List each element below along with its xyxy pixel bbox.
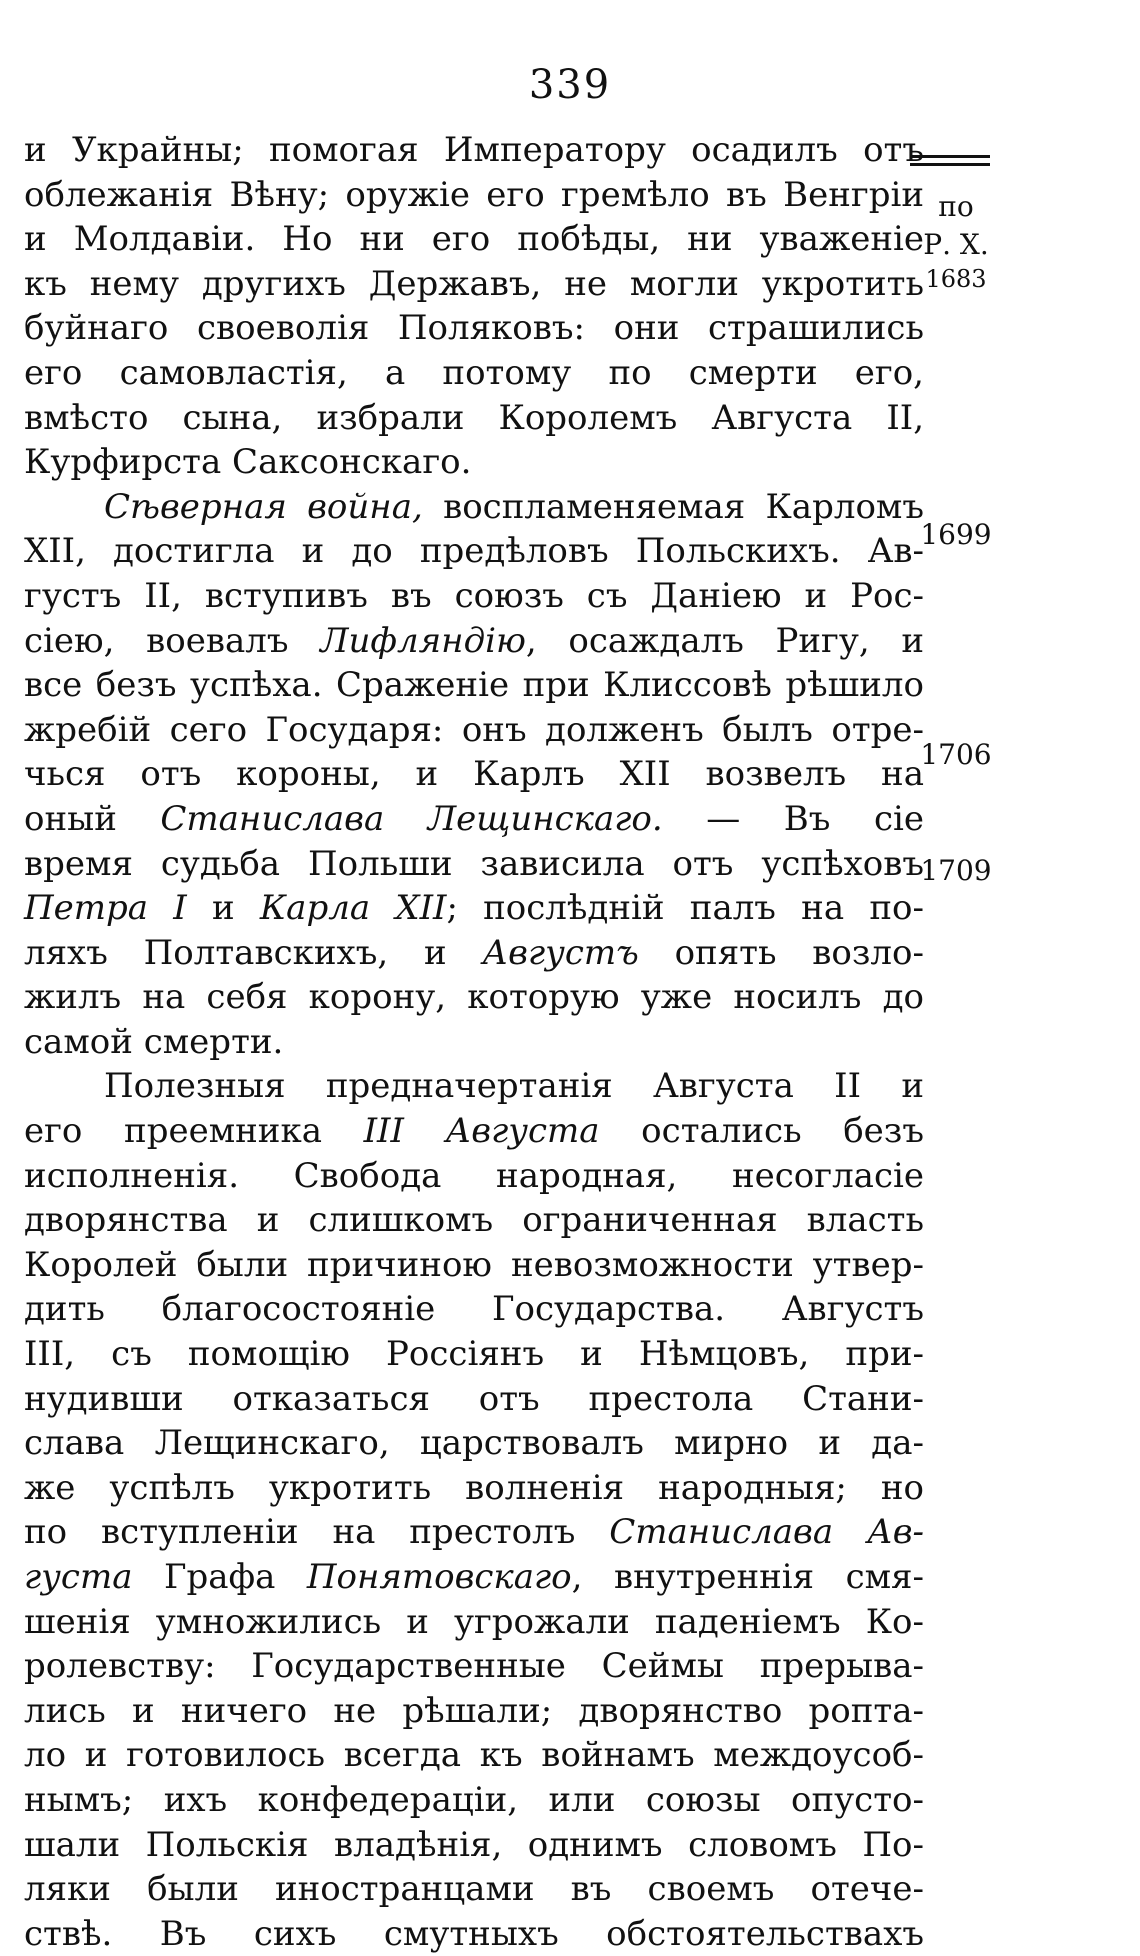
text-line: время судьба Польши зависила отъ успѣховъ: [24, 843, 924, 884]
text-line: [24, 485, 924, 530]
text-line: [24, 797, 924, 842]
text-line: III, съ помощію Россіянъ и Нѣмцовъ, при-: [24, 1334, 924, 1375]
italic-text: густа: [24, 1557, 133, 1597]
text-line: самой смерти.: [24, 1021, 284, 1062]
italic-text: Станислава Ав-: [609, 1512, 924, 1553]
text-fragment: ляхъ Полтавскихъ, и: [24, 932, 483, 973]
italic-text: Августъ: [482, 932, 639, 973]
text-line: шенія умножились и угрожали паденіемъ Ко-: [24, 1601, 924, 1642]
text-fragment: Графа: [132, 1557, 307, 1597]
text-fragment: — Въ сіе: [662, 798, 925, 839]
text-line: его самовластія, а потому по смерти его,: [24, 352, 924, 393]
italic-text: Лифляндію: [320, 620, 526, 661]
text-fragment: оный: [24, 798, 161, 839]
text-line: буйнаго своеволія Поляковъ: они страшились: [24, 308, 924, 349]
text-line: [24, 931, 924, 976]
italic-text: Сѣверная война,: [104, 486, 423, 527]
text-fragment: и: [186, 888, 260, 929]
text-line: къ нему другихъ Державъ, не могли укротить: [24, 263, 924, 304]
text-line: вмѣсто сына, избрали Королемъ Августа II,: [24, 397, 924, 438]
text-line: исполненія. Свобода народная, несогласіе: [24, 1155, 924, 1196]
margin-year-1709: 1709: [920, 854, 992, 887]
text-fragment: опять возло-: [638, 932, 924, 973]
text-line: Курфирста Саксонскаго.: [24, 442, 472, 483]
margin-note-po: по: [938, 190, 974, 223]
text-line: [24, 619, 924, 664]
text-line: слава Лещинскаго, царствовалъ мирно и да-: [24, 1423, 924, 1464]
italic-text: Петра I: [24, 888, 187, 929]
text-fragment: ; послѣдній палъ на по-: [446, 888, 924, 929]
margin-year-1699: 1699: [920, 518, 992, 551]
text-line: [24, 1109, 924, 1154]
text-line: и Украйны; помогая Императору осадилъ отъ: [24, 130, 924, 170]
italic-text: Карла XII: [259, 888, 447, 929]
text-line: чься отъ короны, и Карлъ XII возвелъ на: [24, 754, 924, 795]
text-line: [24, 1510, 924, 1555]
text-line: все безъ успѣха. Сраженіе при Клиссовѣ рѣшило: [24, 665, 924, 706]
text-fragment: его преемника: [24, 1111, 364, 1152]
text-line: ляки были иностранцами въ своемъ отече-: [24, 1869, 924, 1910]
text-line: же успѣлъ укротить волненія народныя; но: [24, 1467, 924, 1508]
page-number: 339: [528, 62, 612, 108]
text-fragment: сіею, воевалъ: [24, 620, 321, 661]
text-line: Королей были причиною невозможности утвер-: [24, 1244, 924, 1285]
text-line: нымъ; ихъ конфедераціи, или союзы опусто-: [24, 1779, 924, 1820]
text-fragment: воспламеняемая Карломъ: [422, 486, 924, 527]
text-line: [24, 1555, 924, 1600]
margin-year-1706: 1706: [920, 738, 992, 771]
margin-note-rx: Р. Х.: [923, 228, 989, 261]
body-text: [24, 128, 924, 1956]
italic-text: III Августа: [363, 1111, 600, 1152]
text-line: [24, 886, 924, 931]
text-line: нудивши отказаться отъ престола Стани-: [24, 1378, 924, 1419]
text-line: ло и готовилось всегда къ войнамъ междоусоб-: [24, 1735, 924, 1776]
text-line: XII, достигла и до предѣловъ Польскихъ. Ав-: [24, 531, 924, 572]
text-fragment: , внутреннія смя-: [571, 1557, 924, 1597]
text-line: и Молдавіи. Но ни его побѣды, ни уваженіе: [24, 219, 924, 260]
text-line: густъ II, вступивъ въ союзъ съ Даніею и Рос-: [24, 575, 924, 616]
text-line: ствѣ. Въ сихъ смутныхъ обстоятельствахъ: [24, 1913, 924, 1954]
italic-text: Станислава Лещинскаго.: [160, 798, 663, 839]
text-line: ролевству: Государственные Сеймы прерыва-: [24, 1646, 924, 1687]
text-line: жилъ на себя корону, которую уже носилъ до: [24, 977, 924, 1018]
text-fragment: по вступленіи на престолъ: [24, 1512, 610, 1553]
text-line: облежанія Вѣну; оружіе его гремѣло въ Венгріи: [24, 174, 924, 215]
text-line: дить благосостояніе Государства. Августъ: [24, 1289, 924, 1330]
text-line: шали Польскія владѣнія, однимъ словомъ По-: [24, 1824, 924, 1865]
text-line: дворянства и слишкомъ ограниченная власть: [24, 1200, 924, 1241]
text-line: Полезныя предначертанія Августа II и: [104, 1066, 924, 1107]
text-fragment: , осаждалъ Ригу, и: [525, 620, 924, 661]
text-fragment: остались безъ: [599, 1111, 924, 1152]
text-line: лись и ничего не рѣшали; дворянство роптa-: [24, 1690, 924, 1731]
margin-year-1683: 1683: [925, 265, 987, 293]
text-line: жребій сего Государя: онъ долженъ былъ отре-: [24, 709, 924, 750]
italic-text: Понятовскаго: [306, 1557, 572, 1597]
